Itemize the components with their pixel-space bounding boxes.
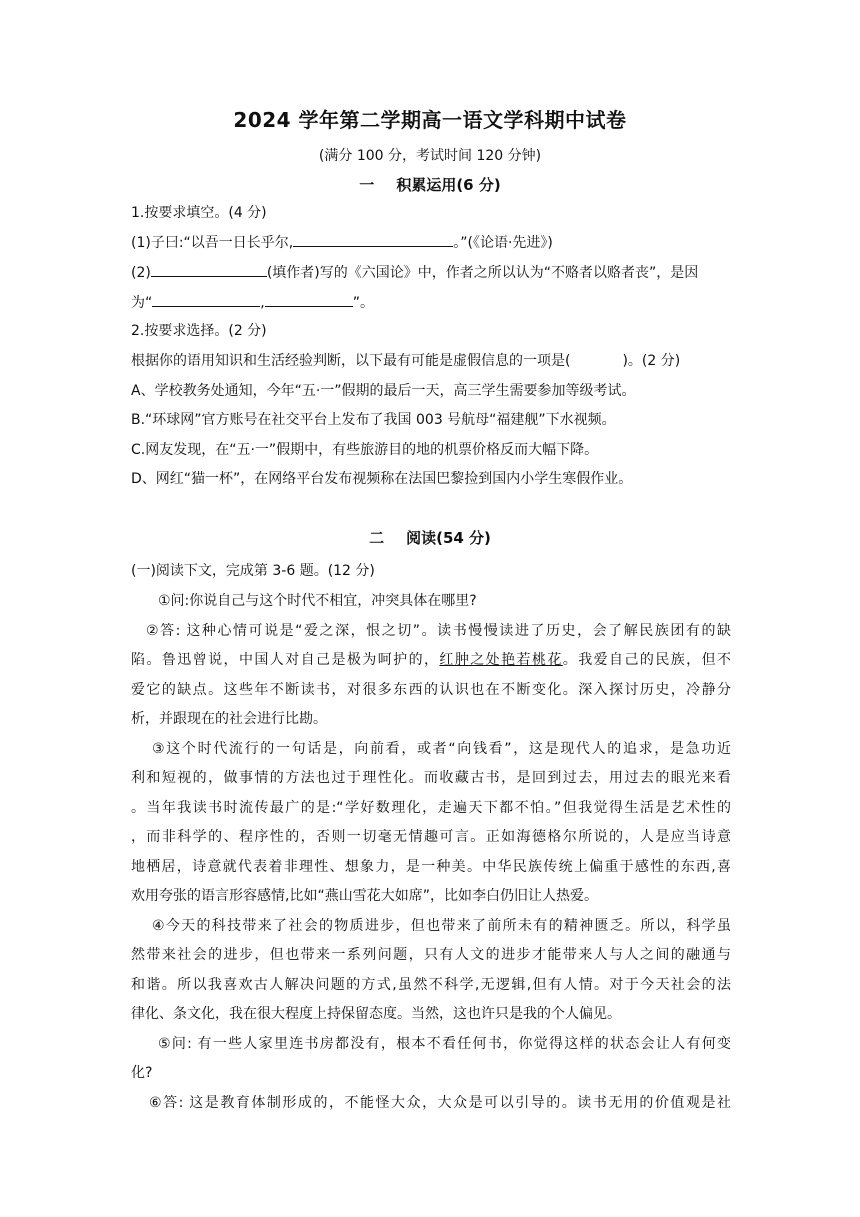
- q1-p1-suffix: 。”(《论语·先进》): [453, 235, 553, 251]
- section-1-title: 积累运用(6 分): [396, 176, 501, 194]
- passage-paragraph-6-line-1: ⑥答: 这是教育体制形成的，不能怪大众，大众是可以引导的。读书无用的价值观是社: [149, 1095, 731, 1111]
- q1-p2-text: (填作者)写的《六国论》中，作者之所以认为“不赂者以赂者丧”，是因: [266, 265, 699, 281]
- p2-line2-text-b: 。我爱自己的民族，但不: [562, 652, 732, 668]
- question-1-part-1: [131, 232, 731, 253]
- passage-paragraph-3-line-4: ，而非科学的、程序性的，否则一切毫无情趣可言。正如海德格尔所说的，人是应当诗意: [131, 829, 731, 845]
- underlined-quote: 红肿之处艳若桃花: [439, 652, 563, 668]
- option-d: D、网红“猫一杯”，在网络平台发布视频称在法国巴黎捡到国内小学生寒假作业。: [131, 471, 633, 487]
- question-1-part-2: [131, 262, 731, 283]
- passage-paragraph-4-line-2: 然带来社会的进步，但也带来一系列问题，只有人文的进步才能带来人与人之间的融通与: [131, 947, 731, 963]
- question-2-stem: [131, 351, 731, 371]
- passage-paragraph-4-line-3: 和谐。所以我喜欢古人解决问题的方式,虽然不科学,无逻辑,但有人情。对于今天社会的法: [131, 977, 731, 993]
- passage-paragraph-3-line-5: 地栖居，诗意就代表着非理性、想象力，是一种美。中华民族传统上偏重于感性的东西,喜: [131, 859, 731, 875]
- answer-blank-2[interactable]: [152, 292, 260, 307]
- option-a: A、学校教务处通知，今年“五·一”假期的最后一天，高三学生需要参加等级考试。: [131, 383, 636, 399]
- option-b: B.“环球网”官方账号在社交平台上发布了我国 003 号航母“福建舰”下水视频。: [131, 412, 616, 428]
- exam-title: 2024 学年第二学期高一语文学科期中试卷: [233, 108, 627, 132]
- section-1-number: 一: [359, 176, 375, 194]
- passage-paragraph-4-line-1: ④今天的科技带来了社会的物质进步，但也带来了前所未有的精神匮乏。所以，科学虽: [152, 918, 731, 934]
- passage-paragraph-3-line-1: ③这个时代流行的一句话是，向前看，或者“向钱看”，这是现代人的追求，是急功近: [152, 741, 731, 757]
- q1-p3-comma: ,: [260, 295, 265, 311]
- q2-stem-prefix: 根据你的语用知识和生活经验判断，以下最有可能是虚假信息的一项是(: [131, 353, 571, 369]
- answer-blank-3[interactable]: [265, 292, 353, 307]
- q1-p2-prefix: (2): [131, 265, 151, 281]
- reading-part-intro: (一)阅读下文，完成第 3-6 题。(12 分): [131, 563, 375, 579]
- passage-paragraph-5-line-2: 化?: [131, 1065, 153, 1081]
- passage-paragraph-4-line-4: 律化、条文化，我在很大程度上持保留态度。当然，这也许只是我的个人偏见。: [131, 1006, 621, 1022]
- section-2-heading: [0, 527, 860, 548]
- passage-paragraph-2-line-1: ②答: 这种心情可说是“爱之深，恨之切”。读书慢慢读进了历史，会了解民族团有的缺: [146, 623, 731, 639]
- passage-paragraph-2-line-3: 爱它的缺点。这些年不断读书，对很多东西的认识也在不断变化。深入探讨历史，冷静分: [131, 682, 731, 698]
- question-1-label: 1.按要求填空。(4 分): [131, 205, 267, 221]
- question-1-part-3: [131, 292, 731, 313]
- q1-p3-suffix: ”。: [352, 295, 374, 311]
- passage-paragraph-1: ①问:你说自己与这个时代不相宜，冲突具体在哪里?: [158, 593, 477, 609]
- exam-subtitle: (满分 100 分，考试时间 120 分钟): [318, 148, 542, 164]
- passage-paragraph-2-line-2: [131, 650, 731, 670]
- answer-blank-author[interactable]: [151, 262, 267, 277]
- option-c: C.网友发现，在“五·一”假期中，有些旅游目的地的机票价格反而大幅下降。: [131, 442, 599, 458]
- answer-blank-1[interactable]: [293, 232, 453, 247]
- q1-p3-prefix: 为“: [131, 295, 153, 311]
- q2-stem-suffix: )。(2 分): [622, 353, 681, 369]
- passage-paragraph-3-line-3: 。当年我读书时流传最广的是:“学好数理化，走遍天下都不怕。”但我觉得生活是艺术性的: [131, 800, 731, 816]
- p2-line2-text-a: 陷。鲁迅曾说，中国人对自己是极为呵护的，: [131, 652, 440, 668]
- section-2-title: 阅读(54 分): [406, 529, 491, 547]
- passage-paragraph-3-line-2: 利和短视的，做事情的方法也过于理性化。而收藏古书，是回到过去，用过去的眼光来看: [131, 770, 731, 786]
- passage-paragraph-5-line-1: ⑤问: 有一些人家里连书房都没有，根本不看任何书，你觉得这样的状态会让人有何变: [158, 1036, 731, 1052]
- q1-p1-prefix: (1)子曰:“以吾一日长乎尔,: [131, 235, 294, 251]
- section-2-number: 二: [369, 529, 385, 547]
- section-1-heading: [0, 174, 860, 195]
- passage-paragraph-3-line-6: 欢用夸张的语言形容感情,比如“燕山雪花大如席”，比如李白仍旧让人热爱。: [131, 888, 598, 904]
- passage-paragraph-2-line-4: 析，并跟现在的社会进行比勘。: [131, 711, 327, 727]
- question-2-label: 2.按要求选择。(2 分): [131, 323, 267, 339]
